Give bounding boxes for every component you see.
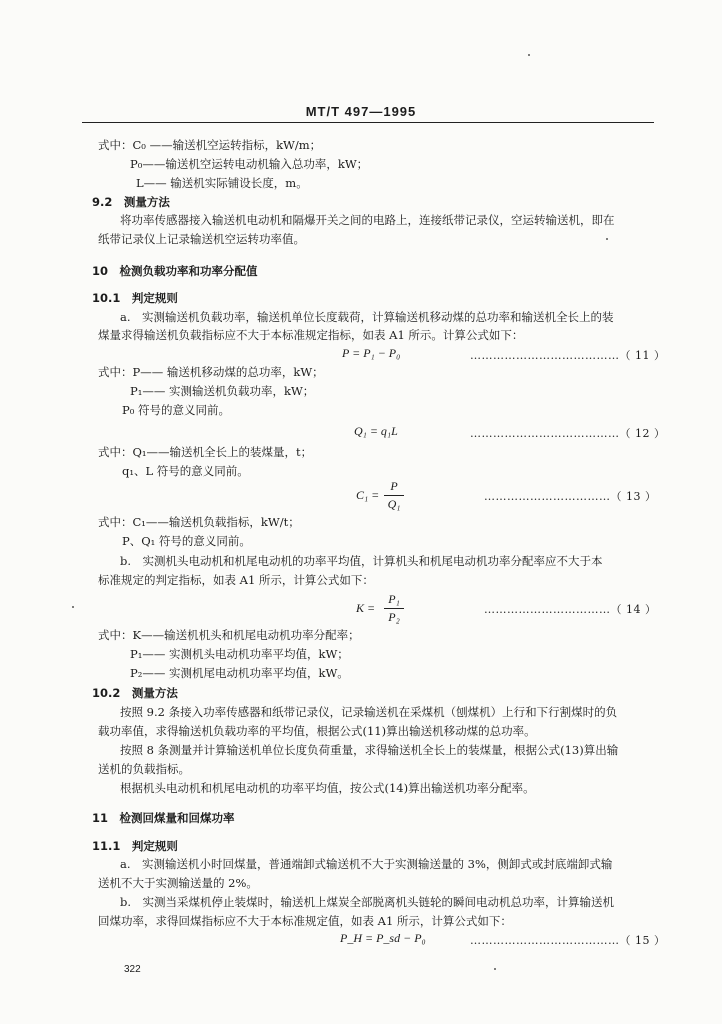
where-p-line: 式中：P—— 输送机移动煤的总功率，kW； [98, 365, 324, 379]
where-l-line: L—— 输送机实际铺设长度，m。 [136, 176, 308, 190]
where-p1-head-line: P₁—— 实测机头电动机功率平均值，kW； [130, 647, 349, 661]
equation-13-fraction-bar [384, 495, 404, 496]
s11-1-b-line-2: 回煤功率，求得回煤指标应不大于本标准规定值，如表 A1 所示，计算公式如下： [98, 914, 512, 928]
section-10-1-heading: 10.1 判定规则 [92, 291, 178, 305]
equation-15-number: …………………………………（ 15 ） [470, 934, 666, 947]
where-p2-tail-line: P₂—— 实测机尾电动机功率平均值，kW。 [130, 666, 349, 680]
section-11-1-heading: 11.1 判定规则 [92, 839, 178, 853]
s10-2-para-1-line-1: 按照 9.2 条接入功率传感器和纸带记录仪，记录输送机在采煤机（刨煤机）上行和下行割煤时的负 [120, 705, 618, 719]
equation-14-fraction-bar [384, 608, 404, 609]
equation-13-denominator: Q₁ [387, 497, 401, 511]
scan-speck [494, 968, 496, 970]
s10-1-b-line-2: 标准规定的判定指标，如表 A1 所示，计算公式如下： [98, 573, 374, 587]
equation-14-lhs: K = [356, 601, 376, 615]
equation-11: P = P₁ − P₀ [342, 346, 401, 360]
s9-2-para-line-2: 纸带记录仪上记录输送机空运转功率值。 [98, 232, 305, 246]
where-c1-line: 式中：C₁——输送机负载指标，kW/t； [98, 515, 300, 529]
section-9-2-heading: 9.2 测量方法 [92, 195, 170, 209]
where-p-q1-same-line: P、Q₁ 符号的意义同前。 [122, 534, 251, 548]
equation-14-numerator: P₁ [388, 592, 400, 606]
where-q1-line: 式中：Q₁——输送机全长上的装煤量，t； [98, 445, 313, 459]
where-c0-line: 式中：C₀ ——输送机空运转指标，kW/m； [98, 138, 322, 152]
where-p1-line: P₁—— 实测输送机负载功率，kW； [130, 384, 315, 398]
s11-1-a-line-1: a. 实测输送机小时回煤量，普通端卸式输送机不大于实测输送量的 3%，侧卸式或封底端卸式输 [120, 857, 613, 871]
s10-1-a-line-2: 煤量求得输送机负载指标应不大于本标准规定指标，如表 A1 所示。计算公式如下： [98, 328, 524, 342]
s10-1-b-line-1: b. 实测机头电动机和机尾电动机的功率平均值，计算机头和机尾电动机功率分配率应不大于本 [120, 554, 603, 568]
header-divider [82, 122, 654, 123]
s10-2-para-2-line-1: 按照 8 条测量并计算输送机单位长度负荷重量，求得输送机全长上的装煤量，根据公式(13)算出输 [120, 743, 619, 757]
s10-2-para-2-line-2: 送机的负载指标。 [98, 762, 190, 776]
equation-13-number: ……………………………（ 13 ） [484, 490, 657, 503]
scan-speck [606, 238, 608, 240]
where-p0-same-line: P₀ 符号的意义同前。 [122, 403, 231, 417]
equation-13-lhs: C₁ = [356, 488, 380, 502]
equation-11-number: …………………………………（ 11 ） [470, 349, 666, 362]
s9-2-para-line-1: 将功率传感器接入输送机电动机和隔爆开关之间的电路上，连接纸带记录仪，空运转输送机，即在 [120, 213, 615, 227]
section-10-heading: 10 检测负载功率和功率分配值 [92, 264, 258, 278]
s10-2-para-3: 根据机头电动机和机尾电动机的功率平均值，按公式(14)算出输送机功率分配率。 [120, 781, 535, 795]
s10-2-para-1-line-2: 载功率值，求得输送机负载功率的平均值，根据公式(11)算出输送机移动煤的总功率。 [98, 724, 536, 738]
scan-speck [528, 54, 530, 56]
equation-14-number: ……………………………（ 14 ） [484, 603, 657, 616]
equation-14-fraction [384, 592, 404, 625]
where-k-line: 式中：K——输送机机头和机尾电动机功率分配率； [98, 628, 360, 642]
s11-1-a-line-2: 送机不大于实测输送量的 2%。 [98, 876, 258, 890]
equation-12: Q₁ = q₁L [354, 424, 398, 438]
equation-13-numerator: P [390, 479, 398, 493]
section-11-heading: 11 检测回煤量和回煤功率 [92, 811, 235, 825]
equation-12-number: …………………………………（ 12 ） [470, 427, 666, 440]
scan-speck [72, 606, 74, 608]
s10-1-a-line-1: a. 实测输送机负载功率，输送机单位长度载荷，计算输送机移动煤的总功率和输送机全长上的装 [120, 310, 614, 324]
equation-14-denominator: P₂ [388, 610, 400, 624]
page-number: 322 [124, 964, 141, 975]
where-q1-l-same-line: q₁、L 符号的意义同前。 [122, 464, 249, 478]
where-p0-line: P₀——输送机空运转电动机输入总功率，kW； [130, 157, 369, 171]
s11-1-b-line-1: b. 实测当采煤机停止装煤时，输送机上煤炭全部脱离机头链轮的瞬间电动机总功率，计算输送机 [120, 895, 615, 909]
section-10-2-heading: 10.2 测量方法 [92, 686, 178, 700]
standard-code-header: MT/T 497—1995 [305, 104, 417, 119]
equation-13-fraction [384, 479, 404, 512]
equation-15: P_H = P_sd − P₀ [340, 931, 426, 945]
